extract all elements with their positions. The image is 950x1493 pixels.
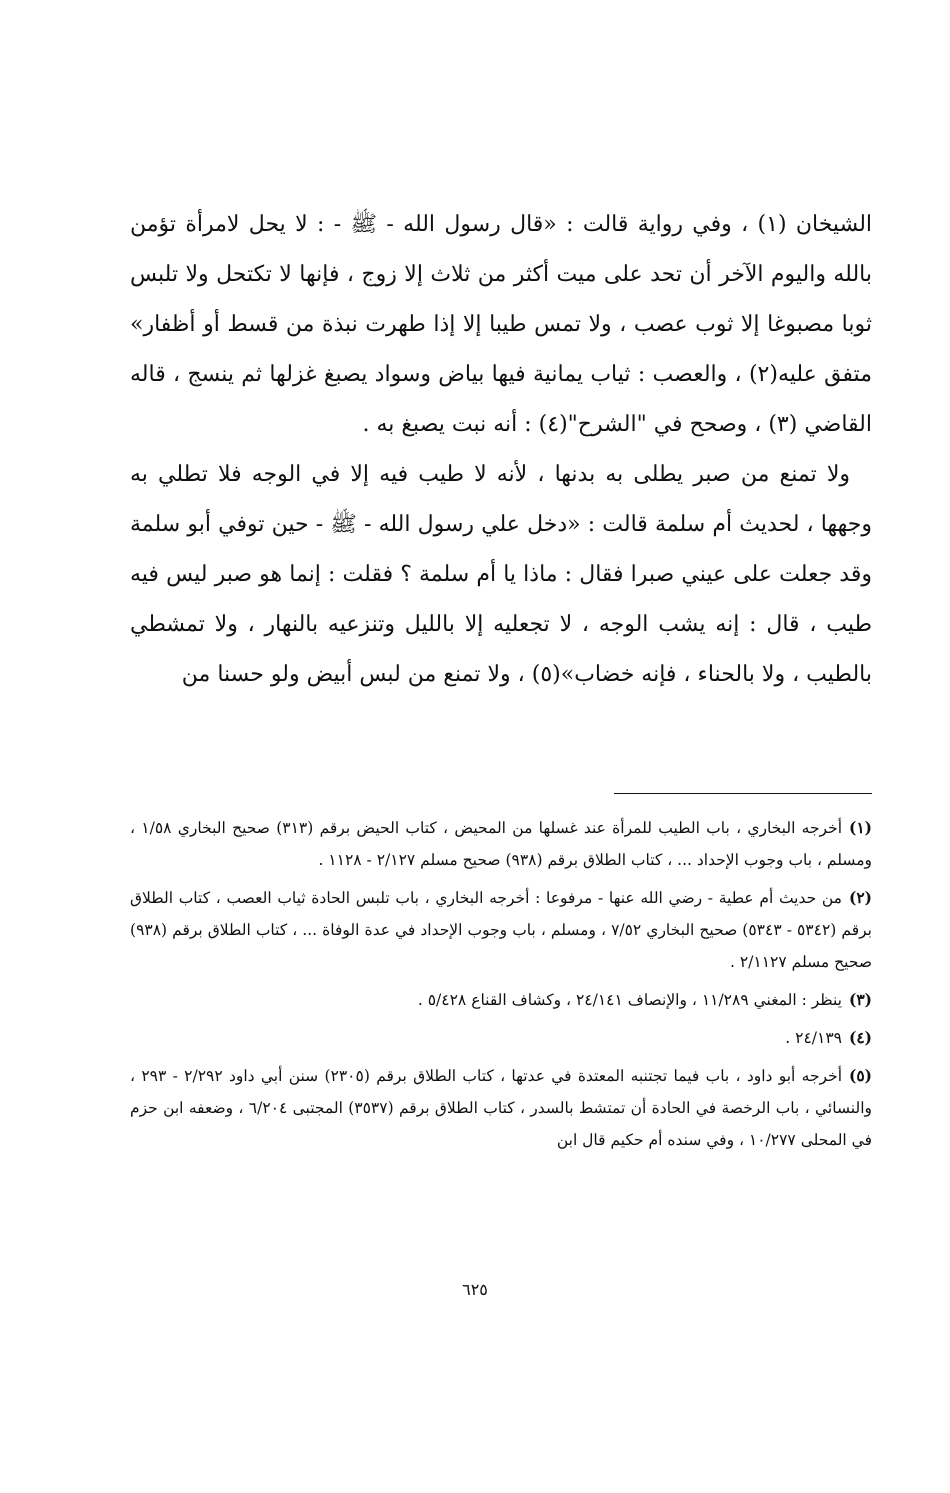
footnote-3 [130,984,872,1016]
footnote-5 [130,1060,872,1156]
footnote-divider [614,793,872,794]
footnote-number: (٢) [848,888,872,907]
footnote-number: (١) [848,818,872,837]
footnote-text: ٢٤/١٣٩ . [785,1029,842,1047]
body-paragraph-1: الشيخان (١) ، وفي رواية قالت : «قال رسول الله - ﷺ - : لا يحل لامرأة تؤمن بالله واليوم الآخر أن تحد على ميت أكثر من ثلاث إلا زوج ، فإنها لا تكتحل ولا تلبس ثوبا مصبوغا إلا ثوب عصب ، ولا تمس طيبا إلا إذا طهرت نبذة من قسط أو أظفار» متفق عليه(٢) ، والعصب : ثياب يمانية فيها بياض وسواد يصبغ غزلها ثم ينسج ، قاله القاضي (٣) ، وصحح في "الشرح"(٤) : أنه نبت يصبغ به . [130,212,873,437]
footnote-2 [130,882,872,978]
footnote-text: أخرجه أبو داود ، باب فيما تجتنبه المعتدة في عدتها ، كتاب الطلاق برقم (٢٣٠٥) سنن أبي داود ٢/٢٩٢ - ٢٩٣ ، والنسائي ، باب الرخصة في الحادة أن تمتشط بالسدر ، كتاب الطلاق برقم (٣٥٣٧) المجتبى ٦/٢٠٤ ، وضعفه ابن حزم في المحلى ١٠/٢٧٧ ، وفي سنده أم حكيم قال ابن [130,1067,872,1149]
footnote-text: من حديث أم عطية - رضي الله عنها - مرفوعا : أخرجه البخاري ، باب تلبس الحادة ثياب العصب ، كتاب الطلاق برقم (٥٣٤٢ - ٥٣٤٣) صحيح البخاري ٧/٥٢ ، ومسلم ، باب وجوب الإحداد في عدة الوفاة ... ، كتاب الطلاق برقم (٩٣٨) صحيح مسلم ٢/١١٢٧ . [130,889,872,971]
footnote-1 [130,812,872,876]
footnote-text: أخرجه البخاري ، باب الطيب للمرأة عند غسلها من المحيض ، كتاب الحيض برقم (٣١٣) صحيح البخاري ١/٥٨ ، ومسلم ، باب وجوب الإحداد ... ، كتاب الطلاق برقم (٩٣٨) صحيح مسلم ٢/١٢٧ - ١١٢٨ . [130,819,872,869]
footnotes-section [130,812,872,1162]
footnote-text: ينظر : المغني ١١/٢٨٩ ، والإنصاف ٢٤/١٤١ ، وكشاف القناع ٥/٤٢٨ . [417,991,842,1009]
main-text [130,200,872,700]
footnote-number: (٣) [848,990,872,1009]
body-paragraph-2: ولا تمنع من صبر يطلى به بدنها ، لأنه لا طيب فيه إلا في الوجه فلا تطلي به وجهها ، لحديث أم سلمة قالت : «دخل علي رسول الله - ﷺ - حين توفي أبو سلمة وقد جعلت على عيني صبرا فقال : ماذا يا أم سلمة ؟ فقلت : إنما هو صبر ليس فيه طيب ، قال : إنه يشب الوجه ، لا تجعليه إلا بالليل وتنزعيه بالنهار ، ولا تمشطي بالطيب ، ولا بالحناء ، فإنه خضاب»(٥) ، ولا تمنع من لبس أبيض ولو حسنا من [130,462,872,687]
footnote-4 [130,1022,872,1054]
footnote-number: (٥) [848,1066,872,1085]
page-number: ٦٢٥ [462,1280,488,1299]
footnote-number: (٤) [848,1028,872,1047]
